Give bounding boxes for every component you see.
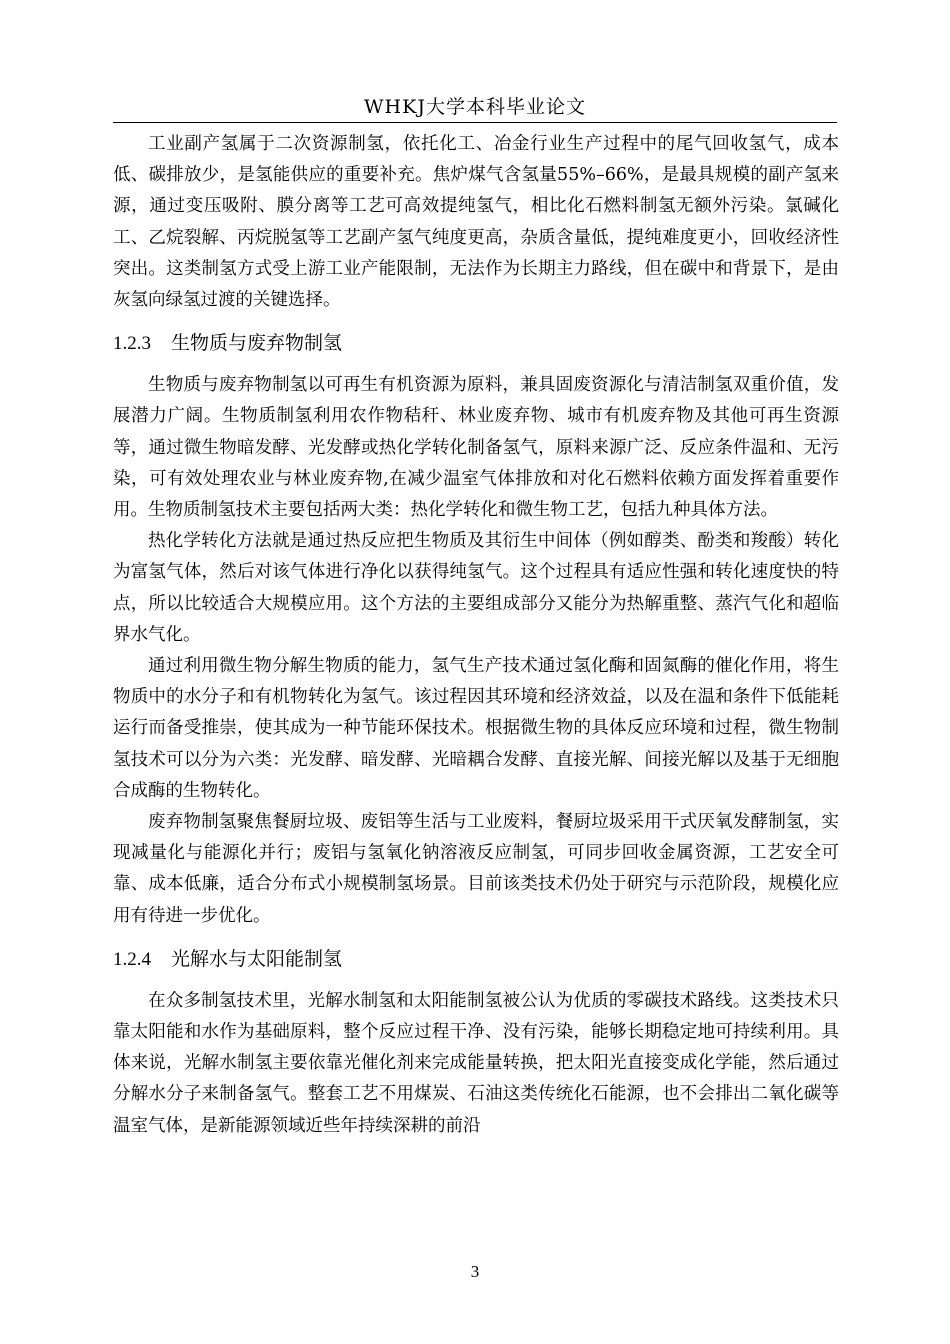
running-header: WHKJ大学本科毕业论文 <box>364 96 586 118</box>
section-title: 光解水与太阳能制氢 <box>171 947 343 970</box>
paragraph: 通过利用微生物分解生物质的能力，氢气生产技术通过氢化酶和固氮酶的催化作用，将生物质中的水分子和有机物转化为氢气。该过程因其环境和经济效益，以及在温和条件下低能耗运行而备受推崇，使其成为一种节能环保技术。根据微生物的具体反应环境和过程，微生物制氢技术可以分为六类：光发酵、暗发酵、光暗耦合发酵、直接光解、间接光解以及基于无细胞合成酶的生物转化。 <box>113 656 839 801</box>
paragraph: 热化学转化方法就是通过热反应把生物质及其衍生中间体（例如醇类、酚类和羧酸）转化为富氢气体，然后对该气体进行净化以获得纯氢气。这个过程具有适应性强和转化速度快的特点，所以比较适合大规模应用。这个方法的主要组成部分又能分为热解重整、蒸汽气化和超临界水气化。 <box>113 531 839 645</box>
page-number: 3 <box>470 1262 480 1281</box>
paragraph: 工业副产氢属于二次资源制氢，依托化工、冶金行业生产过程中的尾气回收氢气，成本低、碳排放少，是氢能供应的重要补充。焦炉煤气含氢量55%–66%，是最具规模的副产氢来源，通过变压吸附、膜分离等工艺可高效提纯氢气，相比化石燃料制氢无额外污染。氯碱化工、乙烷裂解、丙烷脱氢等工艺副产氢气纯度更高，杂质含量低，提纯难度更小，回收经济性突出。这类制氢方式受上游工业产能限制，无法作为长期主力路线，但在碳中和背景下，是由灰氢向绿氢过渡的关键选择。 <box>113 134 839 311</box>
paragraph: 在众多制氢技术里，光解水制氢和太阳能制氢被公认为优质的零碳技术路线。这类技术只靠太阳能和水作为基础原料，整个反应过程干净、没有污染，能够长期稳定地可持续利用。具体来说，光解水制氢主要依靠光催化剂来完成能量转换，把太阳光直接变成化学能，然后通过分解水分子来制备氢气。整套工艺不用煤炭、石油这类传统化石能源，也不会排出二氧化碳等温室气体，是新能源领域近些年持续深耕的前沿 <box>113 990 839 1136</box>
section-heading-1-2-3 <box>113 326 839 361</box>
body-text <box>113 129 839 1142</box>
section-heading-1-2-4 <box>113 942 839 977</box>
paragraph: 废弃物制氢聚焦餐厨垃圾、废铝等生活与工业废料，餐厨垃圾采用干式厌氧发酵制氢，实现减量化与能源化并行；废铝与氢氧化钠溶液反应制氢，可同步回收金属资源，工艺安全可靠、成本低廉，适合分布式小规模制氢场景。目前该类技术仍处于研究与示范阶段，规模化应用有待进一步优化。 <box>113 812 839 926</box>
paragraph: 生物质与废弃物制氢以可再生有机资源为原料，兼具固废资源化与清洁制氢双重价值，发展潜力广阔。生物质制氢利用农作物秸秆、林业废弃物、城市有机废弃物及其他可再生资源等，通过微生物暗发酵、光发酵或热化学转化制备氢气，原料来源广泛、反应条件温和、无污染，可有效处理农业与林业废弃物,在减少温室气体排放和对化石燃料依赖方面发挥着重要作用。生物质制氢技术主要包括两大类：热化学转化和微生物工艺，包括九种具体方法。 <box>113 375 839 521</box>
section-title: 生物质与废弃物制氢 <box>171 332 343 355</box>
section-number: 1.2.4 <box>113 948 151 970</box>
header-rule <box>113 122 837 123</box>
section-number: 1.2.3 <box>113 333 151 355</box>
